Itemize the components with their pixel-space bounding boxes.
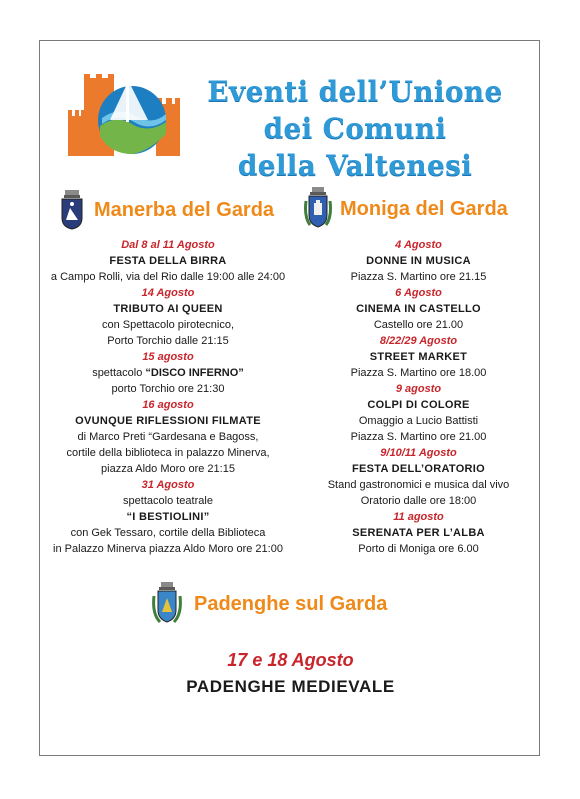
town-name: Moniga del Garda bbox=[340, 197, 508, 220]
event-item bbox=[302, 445, 535, 509]
event-title: TRIBUTO AI QUEEN bbox=[113, 303, 223, 315]
event-detail: spettacolo teatrale bbox=[123, 495, 213, 507]
event-title: PADENGHE MEDIEVALE bbox=[186, 677, 395, 696]
event-date: 31 Agosto bbox=[141, 479, 195, 491]
event-item bbox=[42, 397, 294, 477]
event-date: 4 Agosto bbox=[395, 239, 442, 251]
event-detail: Piazza S. Martino ore 18.00 bbox=[350, 367, 487, 379]
event-title: DONNE IN MUSICA bbox=[366, 255, 471, 267]
event-detail: di Marco Preti “Gardesana e Bagoss, bbox=[77, 431, 259, 443]
title-line-3: della Valtenesi bbox=[237, 149, 473, 182]
event-title: STREET MARKET bbox=[369, 351, 468, 363]
event-title: COLPI DI COLORE bbox=[367, 399, 470, 411]
event-title: CINEMA IN CASTELLO bbox=[356, 303, 481, 315]
event-poster bbox=[39, 40, 540, 756]
town-header-padenghe bbox=[152, 582, 387, 626]
event-date: Dal 8 al 11 Agosto bbox=[121, 239, 215, 251]
event-title: SERENATA PER L’ALBA bbox=[352, 527, 485, 539]
event-detail: porto Torchio ore 21:30 bbox=[111, 383, 225, 395]
event-item bbox=[42, 349, 294, 397]
event-date: 8/22/29 Agosto bbox=[379, 335, 458, 347]
event-detail: Porto Torchio dalle 21:15 bbox=[107, 335, 229, 347]
event-title-line bbox=[42, 365, 294, 381]
event-item bbox=[302, 237, 535, 285]
event-item bbox=[42, 285, 294, 349]
event-date: 9 agosto bbox=[395, 383, 442, 395]
event-item bbox=[302, 285, 535, 333]
event-detail: Piazza S. Martino ore 21.00 bbox=[350, 431, 487, 443]
event-detail: Piazza S. Martino ore 21.15 bbox=[350, 271, 487, 283]
event-date: 11 agosto bbox=[393, 511, 444, 523]
event-detail: piazza Aldo Moro ore 21:15 bbox=[101, 463, 235, 475]
event-detail: cortile della biblioteca in palazzo Minerva, bbox=[66, 447, 270, 459]
event-item bbox=[42, 477, 294, 557]
event-title: OVUNQUE RIFLESSIONI FILMATE bbox=[75, 415, 261, 427]
event-title: FESTA DELLA BIRRA bbox=[109, 255, 227, 267]
event-date: 16 agosto bbox=[142, 399, 194, 411]
event-detail: a Campo Rolli, via del Rio dalle 19:00 alle 24:00 bbox=[50, 271, 286, 283]
event-detail: Omaggio a Lucio Battisti bbox=[358, 415, 479, 427]
event-date: 15 agosto bbox=[142, 351, 194, 363]
event-date: 6 Agosto bbox=[395, 287, 442, 299]
town-header-manerba bbox=[60, 190, 274, 230]
valtenesi-logo-icon bbox=[66, 74, 182, 158]
event-detail: in Palazzo Minerva piazza Aldo Moro ore 21:00 bbox=[53, 543, 283, 555]
event-item bbox=[302, 381, 535, 445]
title-line-2: dei Comuni bbox=[263, 112, 447, 145]
event-prefix: spettacolo bbox=[92, 367, 146, 379]
event-detail: con Gek Tessaro, cortile della Biblioteca bbox=[70, 527, 266, 539]
moniga-events bbox=[302, 237, 535, 557]
town-crest-icon bbox=[152, 582, 182, 626]
event-item bbox=[42, 237, 294, 285]
event-detail: Oratorio dalle ore 18:00 bbox=[360, 495, 477, 507]
town-name: Padenghe sul Garda bbox=[194, 592, 388, 615]
manerba-events bbox=[42, 237, 294, 557]
event-detail: Stand gastronomici e musica dal vivo bbox=[327, 479, 510, 491]
event-detail: Castello ore 21.00 bbox=[373, 319, 464, 331]
town-crest-icon bbox=[60, 190, 84, 230]
event-detail: Porto di Moniga ore 6.00 bbox=[358, 543, 479, 555]
event-date: 9/10/11 Agosto bbox=[380, 447, 457, 459]
event-detail: con Spettacolo pirotecnico, bbox=[101, 319, 235, 331]
poster-title bbox=[180, 73, 530, 184]
event-title: FESTA DELL’ORATORIO bbox=[351, 463, 486, 475]
event-item bbox=[302, 509, 535, 557]
event-title: “DISCO INFERNO” bbox=[145, 367, 244, 379]
town-name: Manerba del Garda bbox=[94, 198, 275, 221]
event-title: “I BESTIOLINI” bbox=[126, 511, 210, 523]
title-line-1: Eventi dell’Unione bbox=[207, 75, 503, 108]
town-header-moniga bbox=[304, 187, 508, 231]
event-item bbox=[302, 333, 535, 381]
event-date: 14 Agosto bbox=[141, 287, 195, 299]
event-date: 17 e 18 Agosto bbox=[227, 650, 354, 670]
town-crest-icon bbox=[304, 187, 332, 231]
